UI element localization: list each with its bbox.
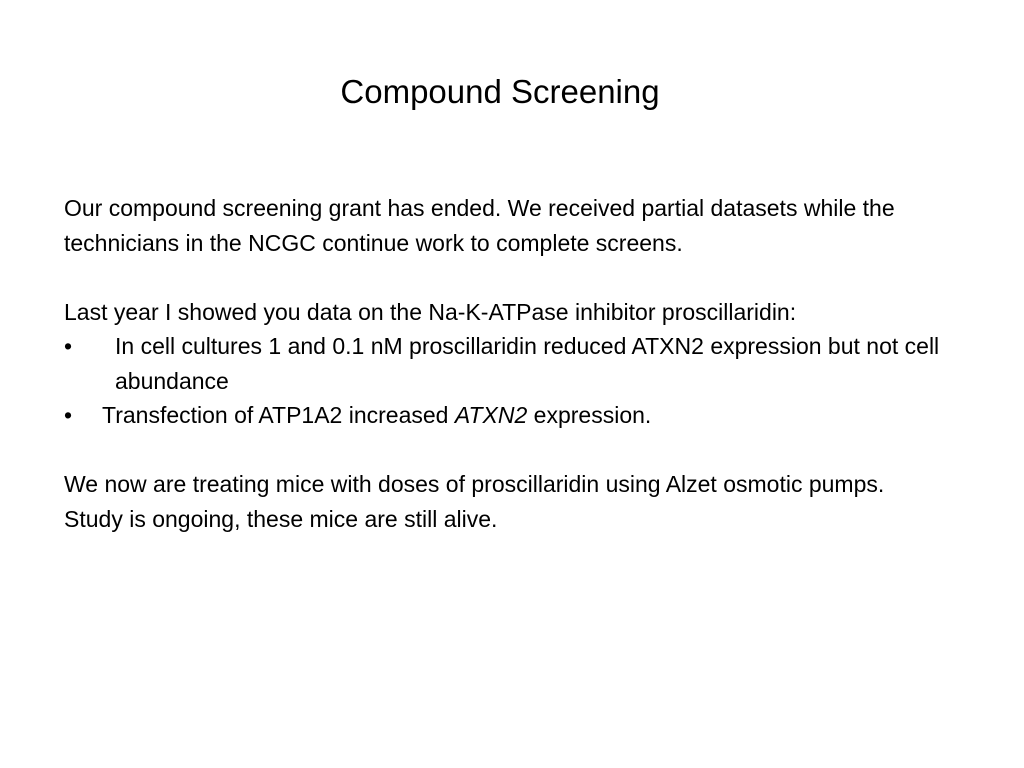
paragraph-gap (64, 260, 944, 295)
gene-name-italic: ATXN2 (454, 402, 528, 428)
slide-title: Compound Screening (340, 73, 660, 110)
bullet-text-start: Transfection of ATP1A2 increased (102, 402, 455, 428)
bullet-marker: • (64, 333, 73, 359)
slide-body (64, 191, 944, 536)
closing-paragraph: We now are treating mice with doses of proscillaridin using Alzet osmotic pumps. Study is ongoing, these mice are still alive. (64, 471, 885, 532)
bullet-marker: • (64, 402, 73, 428)
intro-paragraph: Our compound screening grant has ended. We received partial datasets while the technicians in the NCGC continue work to complete screens. (64, 195, 895, 256)
bullet-text: In cell cultures 1 and 0.1 nM proscillaridin reduced ATXN2 expression but not cell abundance (115, 333, 940, 394)
bullet-text-end: expression. (527, 402, 652, 428)
bullet-item (64, 329, 944, 398)
bullet-item (64, 398, 944, 433)
last-year-paragraph: Last year I showed you data on the Na-K-ATPase inhibitor proscillaridin: (64, 298, 797, 325)
paragraph-gap (64, 433, 944, 468)
